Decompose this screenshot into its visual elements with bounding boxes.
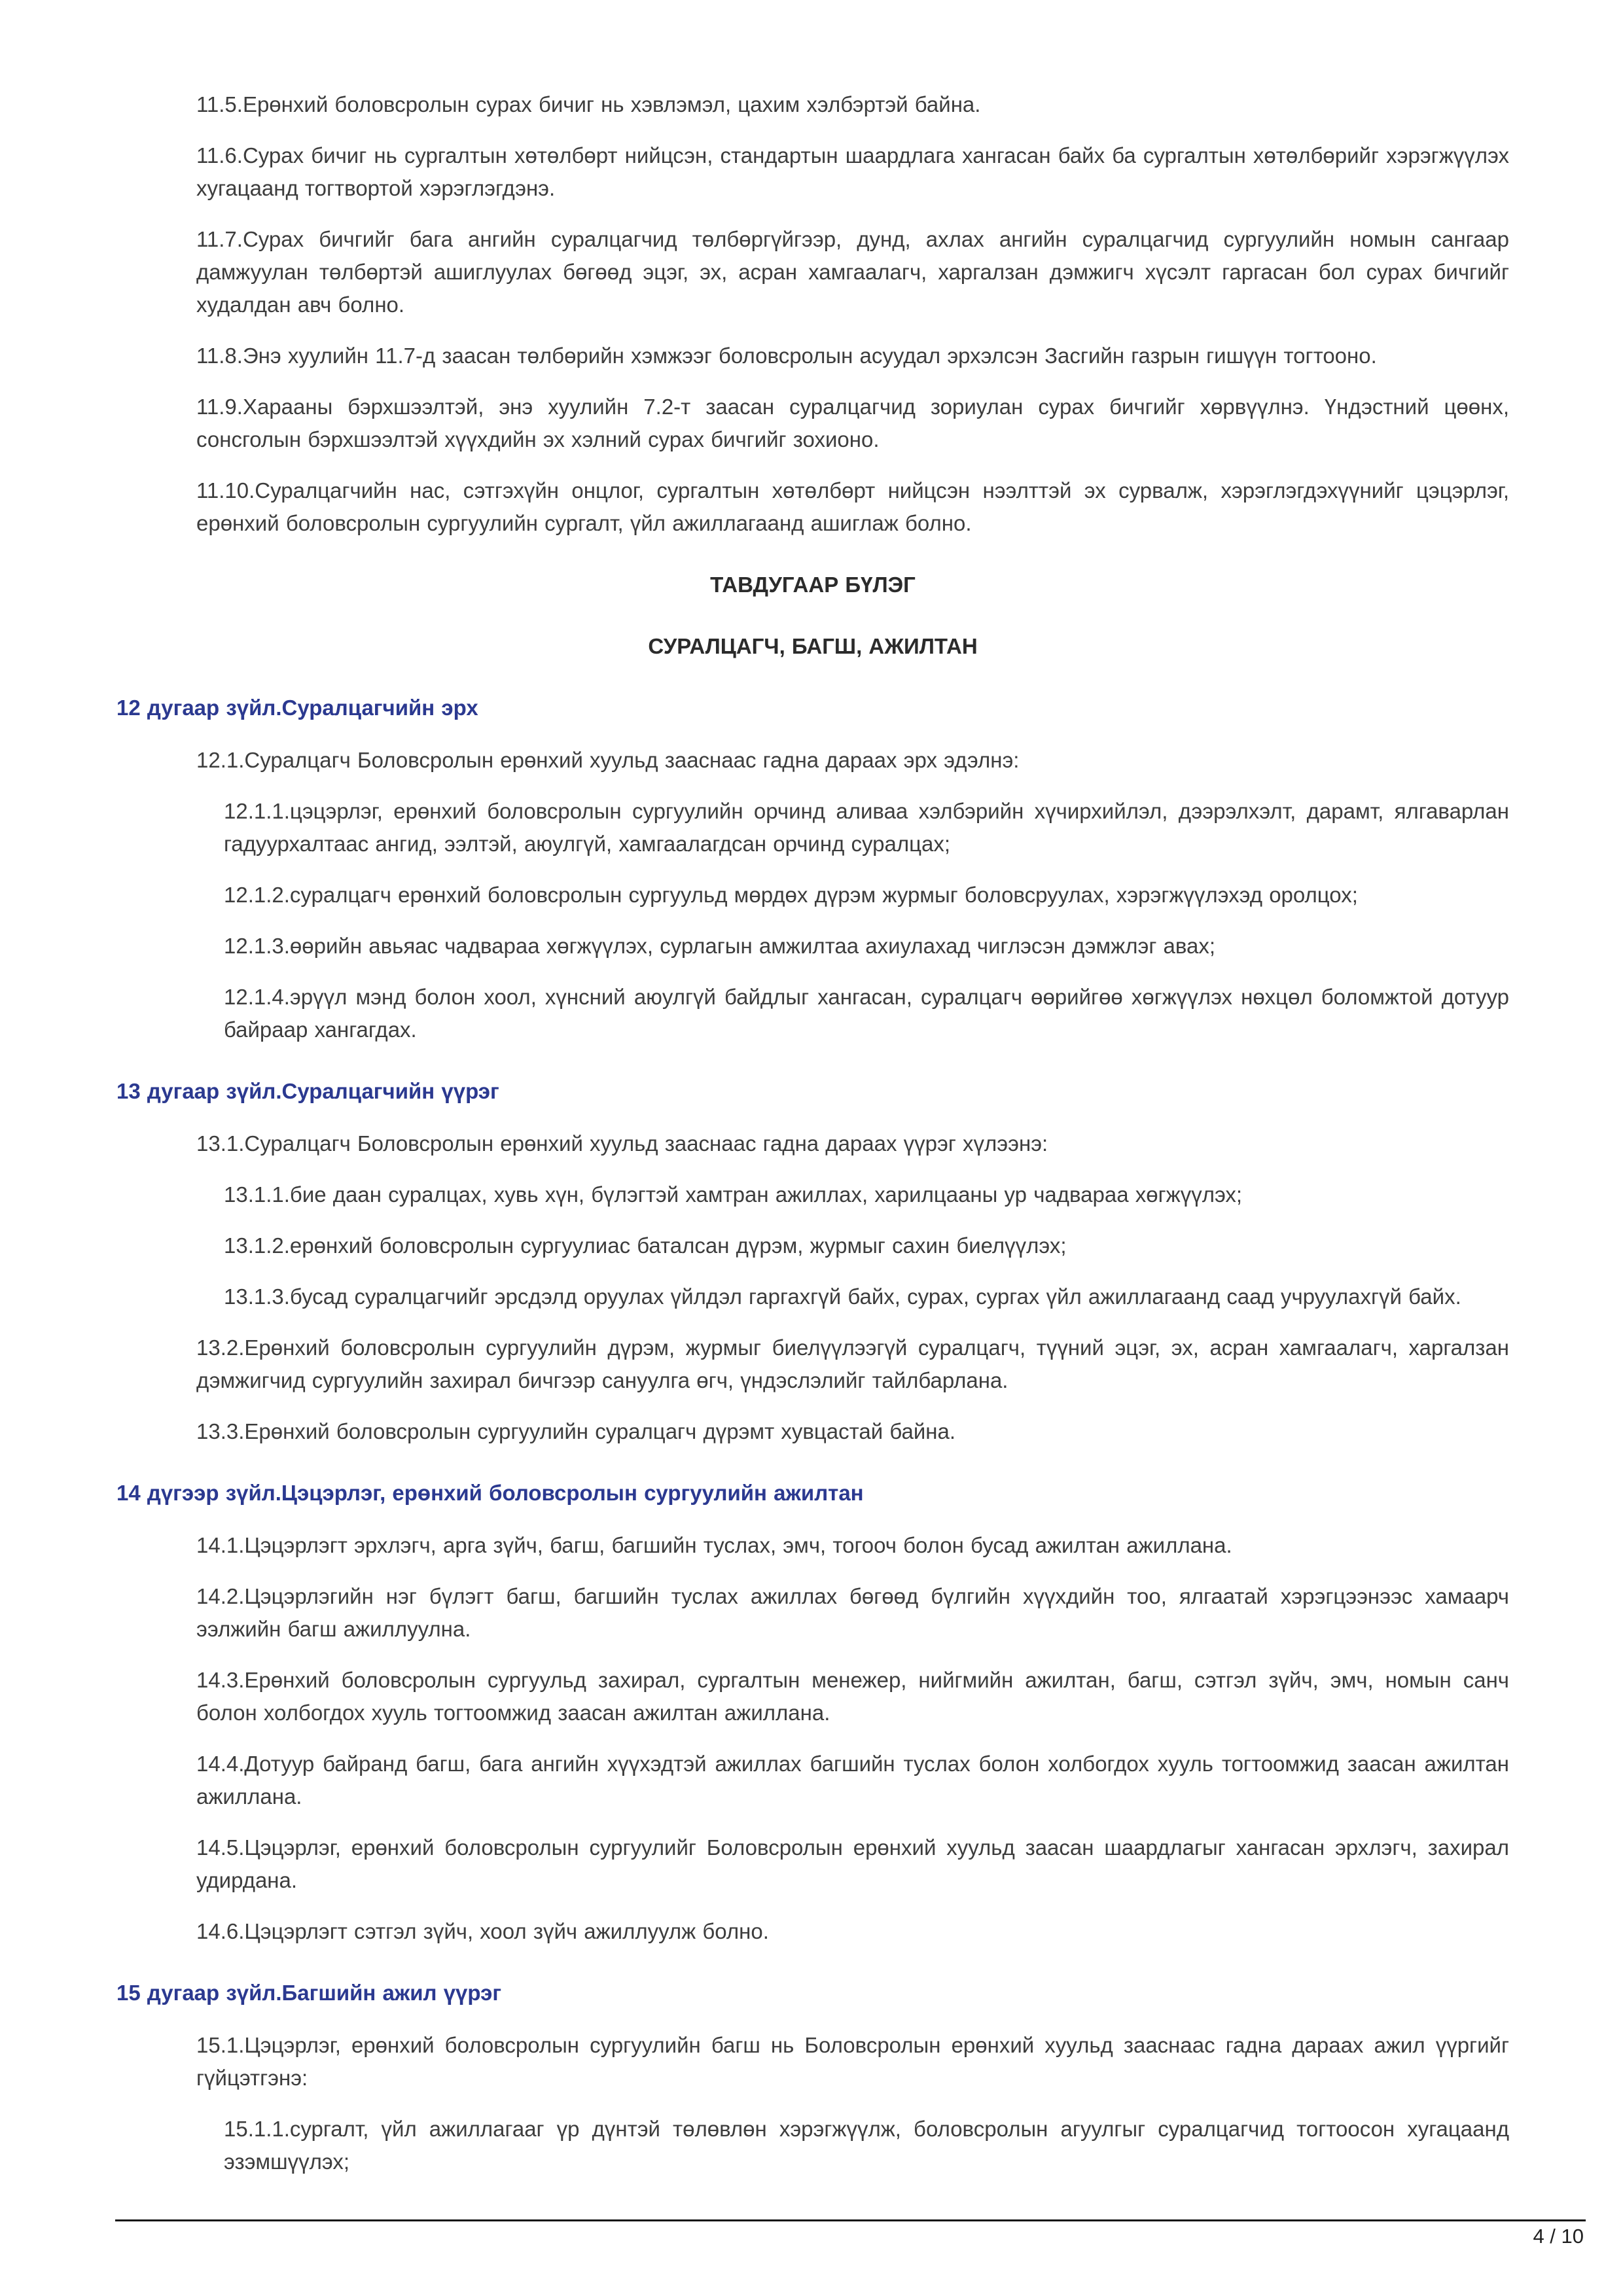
law-paragraph: 14.2.Цэцэрлэгийн нэг бүлэгт багш, багшийн туслах ажиллах бөгөөд бүлгийн хүүхдийн тоо, ялгаатай хэрэгцээнээс хамаарч ээлжийн багш ажиллуулна. (196, 1584, 1509, 1641)
law-paragraph: 15.1.Цэцэрлэг, ерөнхий боловсролын сургуулийн багш нь Боловсролын ерөнхий хуульд зааснаас гадна дараах ажил үүргийг гүйцэтгэнэ: (196, 2033, 1509, 2090)
law-subparagraph: 12.1.3.өөрийн авьяас чадвараа хөгжүүлэх, сурлагын амжилтаа ахиулахад чиглэсэн дэмжлэг авах; (224, 934, 1216, 958)
section-heading: 12 дугаар зүйл.Суралцагчийн эрх (116, 696, 478, 720)
law-paragraph: 14.5.Цэцэрлэг, ерөнхий боловсролын сургуулийг Боловсролын ерөнхий хуульд заасан шаардлагыг хангасан эрхлэгч, захирал удирдана. (196, 1835, 1509, 1892)
section-heading: 13 дугаар зүйл.Суралцагчийн үүрэг (116, 1079, 499, 1103)
section-heading: 14 дүгээр зүйл.Цэцэрлэг, ерөнхий боловсролын сургуулийн ажилтан (116, 1481, 864, 1505)
law-paragraph: 11.6.Сурах бичиг нь сургалтын хөтөлбөрт нийцсэн, стандартын шаардлага хангасан байх ба сургалтын хөтөлбөрийг хэрэгжүүлэх хугацаанд тогтвортой хэрэглэгдэнэ. (196, 143, 1509, 200)
law-subparagraph: 12.1.4.эрүүл мэнд болон хоол, хүнсний аюулгүй байдлыг хангасан, суралцагч өөрийгөө хөгжүүлэх нөхцөл боломжтой дотуур байраар хангагдах. (224, 985, 1509, 1042)
footer-divider (115, 2219, 1586, 2221)
law-paragraph: 12.1.Суралцагч Боловсролын ерөнхий хуульд зааснаас гадна дараах эрх эдэлнэ: (196, 748, 1020, 772)
law-paragraph: 11.10.Суралцагчийн нас, сэтгэхүйн онцлог, сургалтын хөтөлбөрт нийцсэн нээлттэй эх сурвалж, хэрэглэгдэхүүнийг цэцэрлэг, ерөнхий боловсролын сургуулийн сургалт, үйл ажиллагаанд ашиглаж болно. (196, 478, 1509, 535)
law-paragraph: 11.5.Ерөнхий боловсролын сурах бичиг нь хэвлэмэл, цахим хэлбэртэй байна. (196, 92, 981, 116)
law-paragraph: 11.9.Харааны бэрхшээлтэй, энэ хуулийн 7.2-т заасан суралцагчид зориулан сурах бичгийг хөрвүүлнэ. Үндэстний цөөнх, сонсголын бэрхшээлтэй хүүхдийн эх хэлний сурах бичгийг зохионо. (196, 395, 1509, 451)
page-number: 4 / 10 (1533, 2225, 1584, 2248)
law-paragraph: 14.4.Дотуур байранд багш, бага ангийн хүүхэдтэй ажиллах багшийн туслах болон холбогдох хууль тогтоомжид заасан ажилтан ажиллана. (196, 1752, 1509, 1809)
law-subparagraph: 13.1.2.ерөнхий боловсролын сургуулиас баталсан дүрэм, журмыг сахин биелүүлэх; (224, 1233, 1067, 1258)
law-paragraph: 14.3.Ерөнхий боловсролын сургуульд захирал, сургалтын менежер, нийгмийн ажилтан, багш, сэтгэл зүйч, эмч, номын санч болон холбогдох хууль тогтоомжид заасан ажилтан ажиллана. (196, 1668, 1509, 1725)
chapter-heading: ТАВДУГААР БҮЛЭГ (710, 573, 916, 597)
law-subparagraph: 13.1.1.бие даан суралцах, хувь хүн, бүлэгтэй хамтран ажиллах, харилцааны ур чадвараа хөгжүүлэх; (224, 1182, 1243, 1207)
chapter-heading: СУРАЛЦАГЧ, БАГШ, АЖИЛТАН (648, 634, 978, 658)
law-paragraph: 14.1.Цэцэрлэгт эрхлэгч, арга зүйч, багш, багшийн туслах, эмч, тогооч болон бусад ажилтан ажиллана. (196, 1533, 1232, 1557)
law-subparagraph: 13.1.3.бусад суралцагчийг эрсдэлд оруулах үйлдэл гаргахгүй байх, сурах, сургах үйл ажиллагаанд саад учруулахгүй байх. (224, 1284, 1461, 1309)
law-paragraph: 11.7.Сурах бичгийг бага ангийн суралцагчид төлбөргүйгээр, дунд, ахлах ангийн суралцагчид сургуулийн номын сангаар дамжуулан төлбөртэй ашиглуулах бөгөөд эцэг, эх, асран хамгаалагч, харгалзан дэмжигч хүсэлт гаргасан бол сурах бичгийг худалдан авч болно. (196, 227, 1509, 317)
law-paragraph: 11.8.Энэ хуулийн 11.7-д заасан төлбөрийн хэмжээг боловсролын асуудал эрхэлсэн Засгийн газрын гишүүн тогтооно. (196, 344, 1377, 368)
law-paragraph: 13.2.Ерөнхий боловсролын сургуулийн дүрэм, журмыг биелүүлээгүй суралцагч, түүний эцэг, эх, асран хамгаалагч, харгалзан дэмжигчид сургуулийн захирал бичгээр сануулга өгч, үндэслэлийг тайлбарлана. (196, 1335, 1509, 1392)
law-subparagraph: 15.1.1.сургалт, үйл ажиллагааг үр дүнтэй төлөвлөн хэрэгжүүлж, боловсролын агуулгыг суралцагчид тогтоосон хугацаанд эзэмшүүлэх; (224, 2117, 1509, 2174)
law-subparagraph: 12.1.2.суралцагч ерөнхий боловсролын сургуульд мөрдөх дүрэм журмыг боловсруулах, хэрэгжүүлэхэд оролцох; (224, 883, 1358, 907)
section-heading: 15 дугаар зүйл.Багшийн ажил үүрэг (116, 1981, 502, 2005)
law-subparagraph: 12.1.1.цэцэрлэг, ерөнхий боловсролын сургуулийн орчинд аливаа хэлбэрийн хүчирхийлэл, дээрэлхэлт, дарамт, ялгаварлан гадуурхалтаас ангид, ээлтэй, аюулгүй, хамгаалагдсан орчинд суралцах; (224, 799, 1509, 856)
law-paragraph: 13.1.Суралцагч Боловсролын ерөнхий хуульд зааснаас гадна дараах үүрэг хүлээнэ: (196, 1131, 1048, 1156)
law-paragraph: 14.6.Цэцэрлэгт сэтгэл зүйч, хоол зүйч ажиллуулж болно. (196, 1919, 769, 1943)
law-paragraph: 13.3.Ерөнхий боловсролын сургуулийн суралцагч дүрэмт хувцастай байна. (196, 1419, 956, 1443)
